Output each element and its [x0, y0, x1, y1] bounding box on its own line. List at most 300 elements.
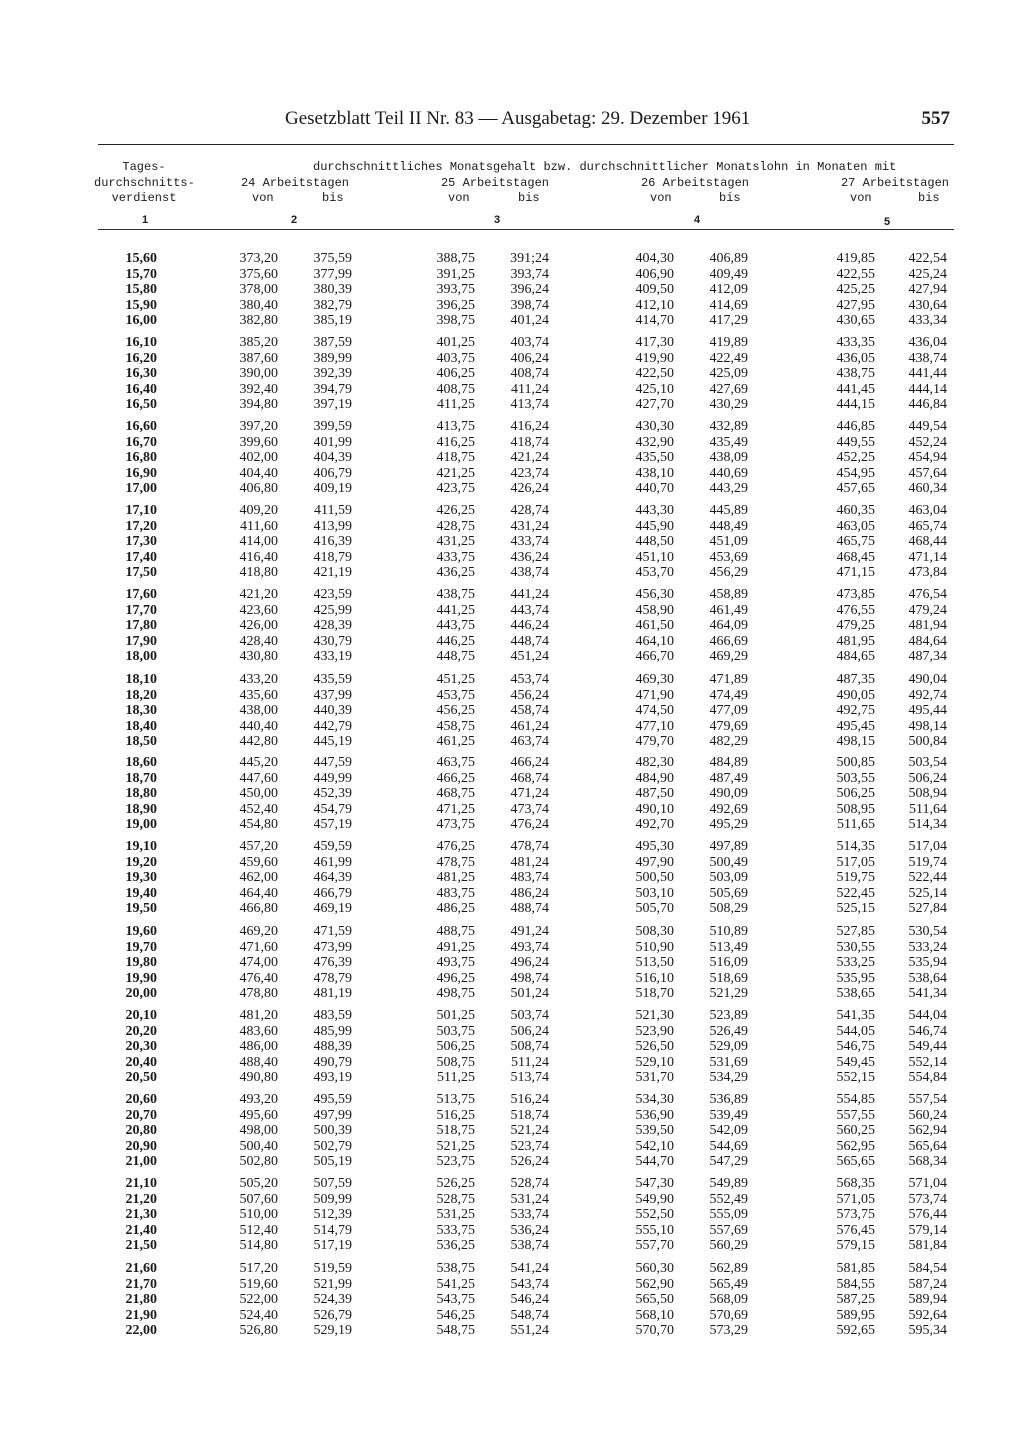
cell-bis-26: 526,49: [709, 1023, 748, 1039]
cell-von-25: 416,25: [436, 434, 475, 450]
table-head-rule: [98, 229, 954, 230]
cell-von-26: 451,10: [635, 549, 674, 565]
cell-bis-25: 438,74: [510, 565, 549, 581]
table-row: [0, 335, 1024, 351]
cell-bis-27: 560,24: [908, 1107, 947, 1123]
cell-von-24: 402,00: [239, 450, 278, 466]
cell-bis-27: 468,44: [908, 534, 947, 550]
row-group: [0, 587, 1024, 665]
cell-von-25: 538,75: [436, 1261, 475, 1276]
cell-von-27: 441,45: [836, 381, 875, 397]
cell-von-26: 406,90: [635, 266, 674, 282]
table-row: [0, 817, 1024, 833]
cell-von-24: 500,40: [239, 1138, 278, 1154]
cell-bis-27: 554,84: [908, 1070, 947, 1086]
cell-von-27: 465,75: [836, 534, 875, 550]
cell-von-26: 469,30: [635, 672, 674, 687]
cell-bis-26: 544,69: [709, 1138, 748, 1154]
table-row: [0, 1108, 1024, 1124]
cell-von-26: 440,70: [635, 481, 674, 497]
column-number-1: 1: [142, 214, 149, 226]
cell-bis-25: 431,24: [510, 518, 549, 534]
cell-von-27: 576,45: [836, 1222, 875, 1238]
table-row: [0, 802, 1024, 818]
cell-von-25: 401,25: [436, 335, 475, 350]
table-row: [0, 1070, 1024, 1086]
cell-von-26: 526,50: [635, 1039, 674, 1055]
cell-von-27: 500,85: [836, 755, 875, 770]
cell-von-24: 519,60: [239, 1276, 278, 1292]
cell-bis-27: 533,24: [908, 939, 947, 955]
cell-tagesverdienst: 19,50: [125, 901, 157, 917]
cell-von-25: 501,25: [436, 1008, 475, 1023]
cell-tagesverdienst: 17,20: [125, 518, 157, 534]
cell-von-25: 428,75: [436, 518, 475, 534]
cell-von-26: 425,10: [635, 381, 674, 397]
cell-von-24: 442,80: [239, 734, 278, 750]
cell-bis-26: 505,69: [709, 885, 748, 901]
cell-von-25: 451,25: [436, 672, 475, 687]
cell-von-24: 486,00: [239, 1039, 278, 1055]
cell-bis-27: 425,24: [908, 266, 947, 282]
cell-von-26: 503,10: [635, 885, 674, 901]
cell-von-25: 521,25: [436, 1138, 475, 1154]
cell-bis-26: 539,49: [709, 1107, 748, 1123]
cell-bis-25: 486,24: [510, 885, 549, 901]
bis-label-26: bis: [719, 191, 741, 205]
cell-bis-26: 487,49: [709, 770, 748, 786]
cell-von-26: 523,90: [635, 1023, 674, 1039]
cell-von-24: 416,40: [239, 549, 278, 565]
cell-bis-27: 481,94: [908, 618, 947, 634]
cell-tagesverdienst: 21,50: [125, 1238, 157, 1254]
table-row: [0, 618, 1024, 634]
table-row: [0, 924, 1024, 940]
cell-von-26: 510,90: [635, 939, 674, 955]
cell-von-27: 530,55: [836, 939, 875, 955]
cell-von-25: 493,75: [436, 955, 475, 971]
cell-tagesverdienst: 16,50: [125, 397, 157, 413]
cell-von-26: 464,10: [635, 633, 674, 649]
cell-bis-25: 408,74: [510, 366, 549, 382]
cell-von-27: 452,25: [836, 450, 875, 466]
cell-von-27: 436,05: [836, 350, 875, 366]
cell-bis-25: 441,24: [510, 587, 549, 602]
cell-von-27: 581,85: [836, 1261, 875, 1276]
cell-bis-26: 443,29: [709, 481, 748, 497]
table-row: [0, 1092, 1024, 1108]
cell-tagesverdienst: 17,80: [125, 618, 157, 634]
cell-bis-25: 496,24: [510, 955, 549, 971]
cell-von-27: 454,95: [836, 465, 875, 481]
cell-bis-24: 406,79: [313, 465, 352, 481]
cell-bis-27: 492,74: [908, 687, 947, 703]
cell-von-24: 507,60: [239, 1191, 278, 1207]
cell-von-25: 508,75: [436, 1054, 475, 1070]
cell-von-26: 560,30: [635, 1261, 674, 1276]
cell-von-27: 535,95: [836, 970, 875, 986]
cell-von-27: 546,75: [836, 1039, 875, 1055]
cell-bis-25: 446,24: [510, 618, 549, 634]
cell-von-26: 427,70: [635, 397, 674, 413]
cell-bis-25: 511,24: [511, 1054, 549, 1070]
cell-tagesverdienst: 15,60: [125, 251, 157, 266]
cell-bis-25: 473,74: [510, 801, 549, 817]
cell-von-25: 431,25: [436, 534, 475, 550]
cell-von-24: 490,80: [239, 1070, 278, 1086]
cell-bis-25: 508,74: [510, 1039, 549, 1055]
row-group: [0, 1092, 1024, 1170]
row-group: [0, 1261, 1024, 1339]
cell-bis-26: 565,49: [709, 1276, 748, 1292]
cell-bis-25: 436,24: [510, 549, 549, 565]
cell-von-24: 454,80: [239, 817, 278, 833]
cell-von-26: 531,70: [635, 1070, 674, 1086]
cell-von-26: 456,30: [635, 587, 674, 602]
row-group: [0, 755, 1024, 833]
cell-bis-25: 498,74: [510, 970, 549, 986]
row-group: [0, 251, 1024, 329]
cell-von-25: 433,75: [436, 549, 475, 565]
cell-bis-24: 517,19: [313, 1238, 352, 1254]
cell-von-27: 522,45: [836, 885, 875, 901]
cell-bis-26: 570,69: [709, 1307, 748, 1323]
cell-von-25: 543,75: [436, 1292, 475, 1308]
cell-bis-25: 506,24: [510, 1023, 549, 1039]
table-row: [0, 267, 1024, 283]
cell-von-26: 404,30: [635, 251, 674, 266]
cell-von-24: 469,20: [239, 924, 278, 939]
cell-tagesverdienst: 19,90: [125, 970, 157, 986]
cell-bis-26: 422,49: [709, 350, 748, 366]
cell-bis-26: 477,09: [709, 703, 748, 719]
cell-bis-24: 377,99: [313, 266, 352, 282]
cell-bis-24: 435,59: [313, 672, 352, 687]
cell-bis-25: 521,24: [510, 1123, 549, 1139]
cell-bis-26: 440,69: [709, 465, 748, 481]
table-row: [0, 298, 1024, 314]
cell-bis-26: 516,09: [709, 955, 748, 971]
cell-bis-25: 423,74: [510, 465, 549, 481]
table-row: [0, 1292, 1024, 1308]
row-group: [0, 1176, 1024, 1254]
cell-von-25: 548,75: [436, 1323, 475, 1339]
cell-bis-24: 416,39: [313, 534, 352, 550]
cell-von-26: 521,30: [635, 1008, 674, 1023]
cell-von-24: 476,40: [239, 970, 278, 986]
cell-bis-27: 562,94: [908, 1123, 947, 1139]
cell-von-24: 423,60: [239, 602, 278, 618]
table-row: [0, 672, 1024, 688]
cell-bis-27: 473,84: [908, 565, 947, 581]
cell-von-25: 391,25: [436, 266, 475, 282]
cell-von-26: 542,10: [635, 1138, 674, 1154]
cell-von-26: 544,70: [635, 1154, 674, 1170]
cell-von-24: 498,00: [239, 1123, 278, 1139]
table-row: [0, 786, 1024, 802]
cell-von-27: 557,55: [836, 1107, 875, 1123]
cell-bis-27: 465,74: [908, 518, 947, 534]
cell-von-27: 541,35: [836, 1008, 875, 1023]
cell-von-24: 404,40: [239, 465, 278, 481]
cell-von-27: 511,65: [837, 817, 875, 833]
cell-bis-27: 511,64: [909, 801, 947, 817]
cell-von-26: 430,30: [635, 419, 674, 434]
cell-von-25: 523,75: [436, 1154, 475, 1170]
cell-von-27: 438,75: [836, 366, 875, 382]
cell-von-27: 527,85: [836, 924, 875, 939]
cell-von-26: 536,90: [635, 1107, 674, 1123]
cell-von-25: 396,25: [436, 297, 475, 313]
cell-von-25: 458,75: [436, 718, 475, 734]
table-row: [0, 1207, 1024, 1223]
cell-von-27: 476,55: [836, 602, 875, 618]
cell-von-25: 536,25: [436, 1238, 475, 1254]
cell-von-24: 450,00: [239, 786, 278, 802]
cell-bis-25: 491,24: [510, 924, 549, 939]
cell-von-25: 513,75: [436, 1092, 475, 1107]
cell-bis-27: 433,34: [908, 313, 947, 329]
cell-bis-27: 557,54: [908, 1092, 947, 1107]
cell-tagesverdienst: 21,80: [125, 1292, 157, 1308]
cell-bis-26: 534,29: [709, 1070, 748, 1086]
col1-head-line1: Tages-: [122, 160, 166, 174]
cell-von-26: 461,50: [635, 618, 674, 634]
cell-von-26: 471,90: [635, 687, 674, 703]
cell-tagesverdienst: 18,30: [125, 703, 157, 719]
cell-bis-26: 419,89: [709, 335, 748, 350]
column-number-2: 2: [291, 214, 298, 226]
table-row: [0, 755, 1024, 771]
cell-von-27: 463,05: [836, 518, 875, 534]
cell-bis-25: 481,24: [510, 854, 549, 870]
cell-von-27: 460,35: [836, 503, 875, 518]
cell-bis-25: 476,24: [510, 817, 549, 833]
page-header: [100, 108, 950, 138]
cell-bis-27: 538,64: [908, 970, 947, 986]
cell-von-24: 457,20: [239, 839, 278, 854]
cell-bis-27: 463,04: [908, 503, 947, 518]
table-row: [0, 901, 1024, 917]
cell-tagesverdienst: 18,60: [125, 755, 157, 770]
table-row: [0, 466, 1024, 482]
cell-bis-25: 453,74: [510, 672, 549, 687]
table-row: [0, 603, 1024, 619]
cell-von-26: 508,30: [635, 924, 674, 939]
cell-bis-24: 445,19: [313, 734, 352, 750]
table-row: [0, 450, 1024, 466]
cell-von-25: 413,75: [436, 419, 475, 434]
cell-bis-25: 548,74: [510, 1307, 549, 1323]
cell-bis-27: 479,24: [908, 602, 947, 618]
cell-bis-27: 500,84: [908, 734, 947, 750]
cell-tagesverdienst: 16,80: [125, 450, 157, 466]
cell-von-27: 484,65: [836, 649, 875, 665]
cell-tagesverdienst: 16,60: [125, 419, 157, 434]
cell-bis-25: 541,24: [510, 1261, 549, 1276]
cell-bis-25: 403,74: [510, 335, 549, 350]
cell-von-26: 414,70: [635, 313, 674, 329]
header-rule: [98, 144, 954, 145]
cell-bis-25: 398,74: [510, 297, 549, 313]
cell-bis-27: 457,64: [908, 465, 947, 481]
table-row: [0, 435, 1024, 451]
cell-bis-27: 589,94: [908, 1292, 947, 1308]
cell-bis-25: 466,24: [510, 755, 549, 770]
cell-tagesverdienst: 20,70: [125, 1107, 157, 1123]
cell-von-24: 397,20: [239, 419, 278, 434]
cell-von-24: 418,80: [239, 565, 278, 581]
table-row: [0, 886, 1024, 902]
cell-tagesverdienst: 17,70: [125, 602, 157, 618]
cell-von-26: 419,90: [635, 350, 674, 366]
cell-bis-27: 527,84: [908, 901, 947, 917]
cell-bis-27: 449,54: [908, 419, 947, 434]
cell-von-27: 579,15: [836, 1238, 875, 1254]
cell-bis-27: 444,14: [908, 381, 947, 397]
cell-bis-27: 454,94: [908, 450, 947, 466]
bis-label-24: bis: [322, 191, 344, 205]
cell-bis-27: 490,04: [908, 672, 947, 687]
cell-von-25: 448,75: [436, 649, 475, 665]
cell-von-26: 438,10: [635, 465, 674, 481]
cell-von-25: 471,25: [436, 801, 475, 817]
cell-bis-26: 562,89: [709, 1261, 748, 1276]
cell-bis-27: 522,44: [908, 870, 947, 886]
cell-bis-26: 409,49: [709, 266, 748, 282]
cell-bis-27: 530,54: [908, 924, 947, 939]
cell-von-27: 506,25: [836, 786, 875, 802]
cell-von-25: 528,75: [436, 1191, 475, 1207]
cell-bis-26: 469,29: [709, 649, 748, 665]
cell-bis-27: 441,44: [908, 366, 947, 382]
table-row: [0, 971, 1024, 987]
cell-von-24: 481,20: [239, 1008, 278, 1023]
cell-von-24: 522,00: [239, 1292, 278, 1308]
cell-bis-26: 500,49: [709, 854, 748, 870]
cell-von-27: 471,15: [836, 565, 875, 581]
cell-bis-27: 498,14: [908, 718, 947, 734]
cell-bis-27: 495,44: [908, 703, 947, 719]
cell-von-25: 533,75: [436, 1222, 475, 1238]
cell-von-25: 483,75: [436, 885, 475, 901]
cell-bis-26: 510,89: [709, 924, 748, 939]
cell-bis-26: 542,09: [709, 1123, 748, 1139]
cell-von-27: 514,35: [836, 839, 875, 854]
col1-head-line3: verdienst: [111, 191, 177, 205]
cell-tagesverdienst: 17,90: [125, 633, 157, 649]
cell-bis-24: 411,59: [314, 503, 352, 518]
cell-bis-27: 427,94: [908, 282, 947, 298]
cell-bis-24: 461,99: [313, 854, 352, 870]
cell-von-25: 503,75: [436, 1023, 475, 1039]
cell-von-25: 491,25: [436, 939, 475, 955]
cell-tagesverdienst: 18,10: [125, 672, 157, 687]
table-row: [0, 366, 1024, 382]
cell-von-26: 539,50: [635, 1123, 674, 1139]
von-label-25: von: [448, 191, 470, 205]
cell-tagesverdienst: 18,20: [125, 687, 157, 703]
table-row: [0, 1176, 1024, 1192]
cell-von-27: 457,65: [836, 481, 875, 497]
cell-bis-26: 417,29: [709, 313, 748, 329]
cell-von-26: 492,70: [635, 817, 674, 833]
cell-bis-27: 422,54: [908, 251, 947, 266]
cell-von-25: 481,25: [436, 870, 475, 886]
cell-von-27: 517,05: [836, 854, 875, 870]
cell-bis-25: 406,24: [510, 350, 549, 366]
cell-von-26: 477,10: [635, 718, 674, 734]
cell-bis-25: 501,24: [510, 986, 549, 1002]
cell-von-26: 417,30: [635, 335, 674, 350]
cell-bis-24: 380,39: [313, 282, 352, 298]
cell-bis-24: 409,19: [313, 481, 352, 497]
cell-bis-26: 513,49: [709, 939, 748, 955]
cell-bis-24: 440,39: [313, 703, 352, 719]
cell-bis-24: 457,19: [313, 817, 352, 833]
cell-von-24: 387,60: [239, 350, 278, 366]
cell-bis-26: 425,09: [709, 366, 748, 382]
cell-bis-24: 524,39: [313, 1292, 352, 1308]
cell-von-26: 547,30: [635, 1176, 674, 1191]
row-group: [0, 335, 1024, 413]
cell-bis-26: 555,09: [709, 1207, 748, 1223]
column-number-4: 4: [694, 214, 701, 226]
cell-bis-27: 579,14: [908, 1222, 947, 1238]
cell-bis-25: 546,24: [510, 1292, 549, 1308]
cell-von-26: 518,70: [635, 986, 674, 1002]
table-row: [0, 1008, 1024, 1024]
cell-bis-24: 473,99: [313, 939, 352, 955]
cell-tagesverdienst: 21,30: [125, 1207, 157, 1223]
cell-von-25: 398,75: [436, 313, 475, 329]
cell-tagesverdienst: 18,90: [125, 801, 157, 817]
cell-von-26: 458,90: [635, 602, 674, 618]
cell-bis-24: 437,99: [313, 687, 352, 703]
cell-bis-25: 543,74: [510, 1276, 549, 1292]
cell-bis-24: 425,99: [313, 602, 352, 618]
cell-von-24: 474,00: [239, 955, 278, 971]
cell-bis-26: 406,89: [709, 251, 748, 266]
cell-tagesverdienst: 16,10: [125, 335, 157, 350]
cell-von-24: 464,40: [239, 885, 278, 901]
cell-von-27: 552,15: [836, 1070, 875, 1086]
cell-bis-24: 442,79: [313, 718, 352, 734]
von-label-27: von: [850, 191, 872, 205]
cell-von-26: 505,70: [635, 901, 674, 917]
cell-bis-24: 433,19: [313, 649, 352, 665]
cell-bis-26: 461,49: [709, 602, 748, 618]
cell-bis-26: 471,89: [709, 672, 748, 687]
table-row: [0, 734, 1024, 750]
cell-bis-24: 418,79: [313, 549, 352, 565]
cell-von-27: 490,05: [836, 687, 875, 703]
cell-von-26: 490,10: [635, 801, 674, 817]
cell-von-25: 446,25: [436, 633, 475, 649]
cell-bis-24: 392,39: [313, 366, 352, 382]
column-number-5: 5: [884, 216, 891, 228]
cell-von-24: 488,40: [239, 1054, 278, 1070]
cell-von-27: 565,65: [836, 1154, 875, 1170]
cell-bis-27: 517,04: [908, 839, 947, 854]
cell-bis-24: 428,39: [313, 618, 352, 634]
cell-tagesverdienst: 18,00: [125, 649, 157, 665]
cell-von-26: 565,50: [635, 1292, 674, 1308]
cell-tagesverdienst: 19,80: [125, 955, 157, 971]
table-row: [0, 1039, 1024, 1055]
table-row: [0, 986, 1024, 1002]
cell-von-24: 411,60: [240, 518, 278, 534]
